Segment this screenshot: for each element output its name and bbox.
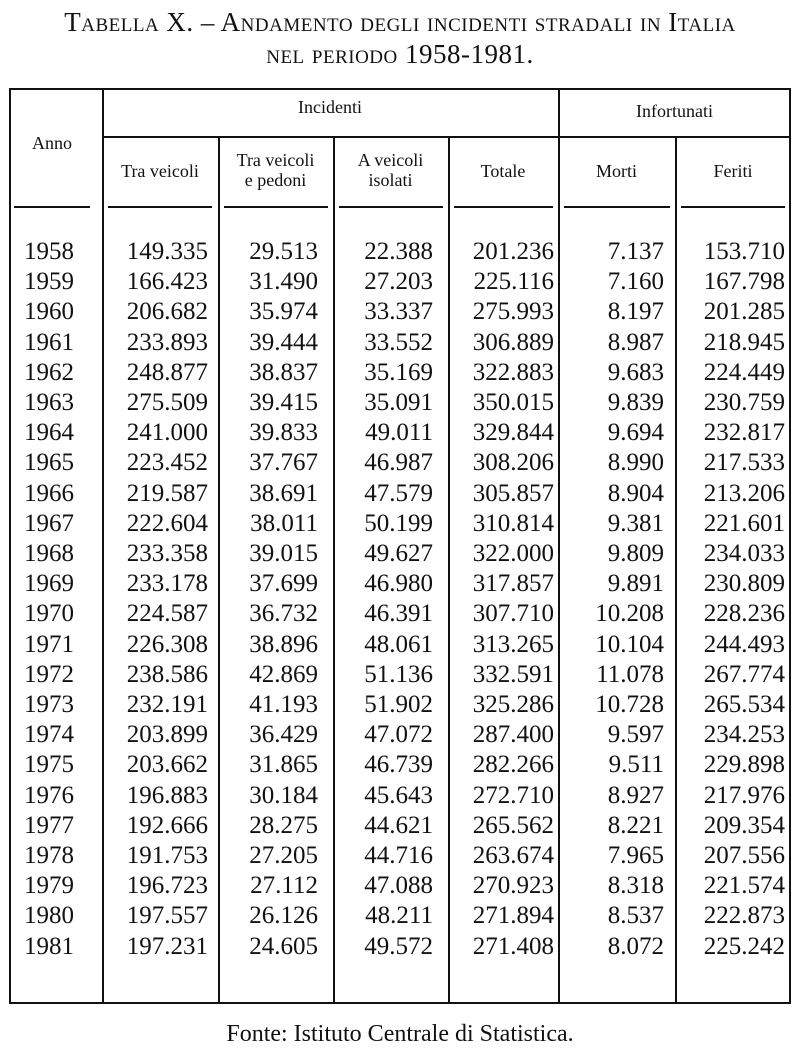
- cell-tra-veicoli: 206.682: [126, 298, 208, 326]
- cell-veicoli-isolati: 22.388: [364, 238, 433, 265]
- cell-tra-veicoli-pedoni: 28.275: [249, 811, 318, 839]
- cell-morti: 9.381: [607, 509, 664, 537]
- cell-tra-veicoli: 248.877: [126, 358, 208, 386]
- cell-totale: 265.562: [472, 811, 554, 839]
- cell-totale: 332.591: [472, 660, 554, 688]
- cell-anno: 1965: [24, 449, 74, 477]
- cell-feriti: 217.976: [703, 781, 785, 809]
- cell-tra-veicoli: 197.557: [126, 902, 208, 930]
- cell-feriti: 201.285: [703, 298, 785, 326]
- header-rule: [454, 206, 553, 208]
- cell-totale: 287.400: [472, 721, 554, 749]
- cell-veicoli-isolati: 47.088: [364, 872, 433, 900]
- cell-tra-veicoli: 233.893: [126, 328, 208, 356]
- cell-morti: 9.597: [607, 721, 664, 749]
- cell-totale: 350.015: [472, 389, 554, 416]
- cell-totale: 305.857: [472, 479, 554, 507]
- cell-totale: 272.710: [472, 781, 554, 809]
- cell-tra-veicoli: 233.358: [126, 540, 208, 567]
- cell-veicoli-isolati: 46.739: [364, 751, 433, 779]
- cell-tra-veicoli: 196.883: [126, 781, 208, 809]
- header-morti: Morti: [595, 161, 637, 181]
- cell-tra-veicoli-pedoni: 27.112: [250, 872, 318, 900]
- cell-veicoli-isolati: 35.091: [364, 389, 433, 416]
- cell-tra-veicoli: 223.452: [126, 449, 208, 477]
- source-note: Fonte: Istituto Centrale di Statistica.: [226, 1021, 574, 1047]
- cell-feriti: 213.206: [703, 479, 785, 507]
- cell-morti: 9.683: [607, 358, 664, 386]
- cell-tra-veicoli-pedoni: 41.193: [249, 691, 318, 718]
- cell-feriti: 234.033: [703, 540, 785, 567]
- cell-feriti: 221.574: [703, 872, 785, 900]
- cell-veicoli-isolati: 33.552: [364, 328, 433, 356]
- cell-feriti: 221.601: [703, 509, 785, 537]
- cell-anno: 1961: [24, 328, 74, 356]
- cell-totale: 322.000: [472, 540, 554, 567]
- cell-anno: 1960: [24, 298, 74, 326]
- cell-tra-veicoli: 191.753: [126, 842, 208, 869]
- cell-anno: 1963: [24, 389, 74, 416]
- cell-tra-veicoli: 196.723: [126, 872, 208, 900]
- cell-tra-veicoli-pedoni: 39.415: [249, 389, 318, 416]
- header-rule: [564, 206, 670, 208]
- cell-feriti: 209.354: [703, 811, 785, 839]
- cell-veicoli-isolati: 48.061: [364, 630, 433, 658]
- cell-veicoli-isolati: 51.136: [364, 660, 433, 688]
- cell-anno: 1970: [24, 600, 74, 628]
- header-rule: [339, 206, 443, 208]
- cell-feriti: 225.242: [703, 932, 785, 960]
- header-rule: [14, 206, 90, 208]
- cell-veicoli-isolati: 49.011: [365, 419, 433, 447]
- cell-anno: 1958: [24, 238, 74, 265]
- cell-morti: 8.904: [607, 479, 664, 507]
- header-veicoli-isolati-line1: A veicoli: [357, 150, 424, 170]
- cell-tra-veicoli-pedoni: 37.699: [249, 570, 318, 598]
- cell-morti: 10.208: [595, 600, 664, 628]
- cell-totale: 263.674: [472, 842, 554, 869]
- cell-anno: 1981: [24, 932, 74, 960]
- cell-veicoli-isolati: 49.627: [364, 540, 433, 567]
- cell-morti: 7.160: [607, 268, 664, 296]
- cell-feriti: 234.253: [703, 721, 785, 749]
- cell-totale: 271.408: [472, 932, 554, 960]
- cell-veicoli-isolati: 49.572: [364, 932, 433, 960]
- cell-feriti: 244.493: [703, 630, 785, 658]
- cell-morti: 9.809: [607, 540, 664, 567]
- cell-tra-veicoli-pedoni: 38.011: [250, 509, 318, 537]
- header-tra-veicoli: Tra veicoli: [121, 161, 199, 181]
- cell-morti: 7.137: [607, 238, 664, 265]
- cell-tra-veicoli-pedoni: 39.833: [249, 419, 318, 447]
- cell-tra-veicoli-pedoni: 26.126: [249, 902, 318, 930]
- cell-totale: 270.923: [472, 872, 554, 900]
- cell-totale: 306.889: [472, 328, 554, 356]
- cell-tra-veicoli: 241.000: [126, 419, 208, 447]
- cell-totale: 313.265: [472, 630, 554, 658]
- cell-tra-veicoli: 275.509: [126, 389, 208, 416]
- cell-totale: 325.286: [472, 691, 554, 718]
- cell-feriti: 167.798: [703, 268, 785, 296]
- cell-totale: 271.894: [472, 902, 554, 930]
- cell-tra-veicoli: 224.587: [126, 600, 208, 628]
- header-rule: [681, 206, 785, 208]
- cell-feriti: 230.759: [703, 389, 785, 416]
- cell-feriti: 207.556: [703, 842, 785, 869]
- cell-veicoli-isolati: 48.211: [365, 902, 433, 930]
- cell-tra-veicoli-pedoni: 38.896: [249, 630, 318, 658]
- cell-tra-veicoli: 226.308: [126, 630, 208, 658]
- cell-veicoli-isolati: 47.072: [364, 721, 433, 749]
- cell-feriti: 218.945: [703, 328, 785, 356]
- cell-morti: 8.221: [607, 811, 664, 839]
- cell-veicoli-isolati: 44.716: [364, 842, 433, 869]
- cell-tra-veicoli-pedoni: 36.732: [249, 600, 318, 628]
- cell-anno: 1975: [24, 751, 74, 779]
- cell-veicoli-isolati: 45.643: [364, 781, 433, 809]
- cell-tra-veicoli: 219.587: [126, 479, 208, 507]
- cell-morti: 10.104: [595, 630, 664, 658]
- cell-veicoli-isolati: 46.391: [364, 600, 433, 628]
- cell-anno: 1976: [24, 781, 74, 809]
- cell-veicoli-isolati: 33.337: [364, 298, 433, 326]
- cell-totale: 317.857: [472, 570, 554, 598]
- cell-tra-veicoli: 203.899: [126, 721, 208, 749]
- cell-tra-veicoli-pedoni: 38.691: [249, 479, 318, 507]
- cell-feriti: 265.534: [703, 691, 785, 718]
- cell-tra-veicoli-pedoni: 24.605: [249, 932, 318, 960]
- cell-tra-veicoli-pedoni: 37.767: [249, 449, 318, 477]
- cell-tra-veicoli-pedoni: 38.837: [249, 358, 318, 386]
- cell-totale: 225.116: [473, 268, 554, 296]
- cell-morti: 9.839: [607, 389, 664, 416]
- cell-tra-veicoli-pedoni: 27.205: [249, 842, 318, 869]
- cell-morti: 8.927: [607, 781, 664, 809]
- cell-anno: 1971: [24, 630, 74, 658]
- header-rule: [224, 206, 328, 208]
- cell-anno: 1979: [24, 872, 74, 900]
- cell-tra-veicoli: 192.666: [126, 811, 208, 839]
- cell-morti: 10.728: [595, 691, 664, 718]
- cell-tra-veicoli: 222.604: [126, 509, 208, 537]
- header-veicoli-isolati-line2: isolati: [368, 170, 413, 190]
- cell-morti: 8.072: [607, 932, 664, 960]
- cell-morti: 8.987: [607, 328, 664, 356]
- cell-totale: 308.206: [472, 449, 554, 477]
- cell-veicoli-isolati: 46.987: [364, 449, 433, 477]
- header-infortunati: Infortunati: [636, 101, 713, 121]
- header-totale: Totale: [480, 161, 526, 181]
- cell-feriti: 230.809: [703, 570, 785, 598]
- header-rule: [108, 206, 212, 208]
- cell-anno: 1972: [24, 660, 74, 688]
- cell-totale: 282.266: [472, 751, 554, 779]
- cell-morti: 9.891: [607, 570, 664, 598]
- header-feriti: Feriti: [713, 161, 753, 181]
- cell-anno: 1964: [24, 419, 74, 447]
- cell-tra-veicoli-pedoni: 29.513: [249, 238, 318, 265]
- cell-feriti: 224.449: [703, 358, 785, 386]
- cell-tra-veicoli: 203.662: [126, 751, 208, 779]
- cell-feriti: 217.533: [703, 449, 785, 477]
- cell-morti: 9.511: [608, 751, 664, 779]
- cell-tra-veicoli-pedoni: 30.184: [249, 781, 318, 809]
- cell-tra-veicoli-pedoni: 31.490: [249, 268, 318, 296]
- cell-tra-veicoli-pedoni: 36.429: [249, 721, 318, 749]
- cell-tra-veicoli-pedoni: 39.015: [249, 540, 318, 567]
- cell-tra-veicoli-pedoni: 39.444: [249, 328, 318, 356]
- cell-feriti: 228.236: [703, 600, 785, 628]
- cell-anno: 1968: [24, 540, 74, 567]
- cell-tra-veicoli: 197.231: [126, 932, 208, 960]
- cell-totale: 275.993: [472, 298, 554, 326]
- cell-feriti: 267.774: [703, 660, 785, 688]
- cell-totale: 201.236: [472, 238, 554, 265]
- cell-anno: 1969: [24, 570, 74, 598]
- cell-anno: 1959: [24, 268, 74, 296]
- cell-morti: 7.965: [607, 842, 664, 869]
- cell-morti: 11.078: [596, 660, 664, 688]
- cell-anno: 1978: [24, 842, 74, 869]
- group-rule-infortunati: [558, 136, 791, 138]
- cell-totale: 307.710: [472, 600, 554, 628]
- cell-morti: 8.197: [607, 298, 664, 326]
- header-anno: Anno: [32, 133, 72, 153]
- cell-anno: 1977: [24, 811, 74, 839]
- header-incidenti: Incidenti: [298, 97, 362, 117]
- cell-anno: 1967: [24, 509, 74, 537]
- cell-veicoli-isolati: 51.902: [364, 691, 433, 718]
- group-rule-incidenti: [102, 136, 558, 138]
- cell-anno: 1962: [24, 358, 74, 386]
- table-title-line-1: Tabella X. – Andamento degli incidenti stradali in Italia: [64, 7, 736, 37]
- cell-morti: 8.990: [607, 449, 664, 477]
- cell-tra-veicoli: 232.191: [126, 691, 208, 718]
- cell-totale: 310.814: [472, 509, 554, 537]
- header-tra-veicoli-pedoni-line2: e pedoni: [244, 170, 307, 190]
- cell-veicoli-isolati: 44.621: [364, 811, 433, 839]
- cell-totale: 329.844: [472, 419, 554, 447]
- cell-tra-veicoli: 233.178: [126, 570, 208, 598]
- cell-feriti: 232.817: [703, 419, 785, 447]
- cell-anno: 1966: [24, 479, 74, 507]
- cell-veicoli-isolati: 27.203: [364, 268, 433, 296]
- cell-tra-veicoli-pedoni: 42.869: [249, 660, 318, 688]
- cell-tra-veicoli: 238.586: [126, 660, 208, 688]
- cell-morti: 8.318: [607, 872, 664, 900]
- cell-veicoli-isolati: 35.169: [364, 358, 433, 386]
- cell-tra-veicoli: 149.335: [126, 238, 208, 265]
- table-title-line-2: nel periodo 1958-1981.: [266, 39, 534, 69]
- header-tra-veicoli-pedoni-line1: Tra veicoli: [236, 150, 315, 170]
- cell-veicoli-isolati: 50.199: [364, 509, 433, 537]
- cell-morti: 8.537: [607, 902, 664, 930]
- cell-anno: 1973: [24, 691, 74, 718]
- cell-feriti: 153.710: [703, 238, 785, 265]
- cell-totale: 322.883: [472, 358, 554, 386]
- cell-feriti: 222.873: [703, 902, 785, 930]
- cell-morti: 9.694: [607, 419, 664, 447]
- cell-tra-veicoli: 166.423: [126, 268, 208, 296]
- cell-veicoli-isolati: 46.980: [364, 570, 433, 598]
- cell-anno: 1974: [24, 721, 74, 749]
- cell-tra-veicoli-pedoni: 35.974: [249, 298, 318, 326]
- cell-tra-veicoli-pedoni: 31.865: [249, 751, 318, 779]
- cell-veicoli-isolati: 47.579: [364, 479, 433, 507]
- cell-feriti: 229.898: [703, 751, 785, 779]
- cell-anno: 1980: [24, 902, 74, 930]
